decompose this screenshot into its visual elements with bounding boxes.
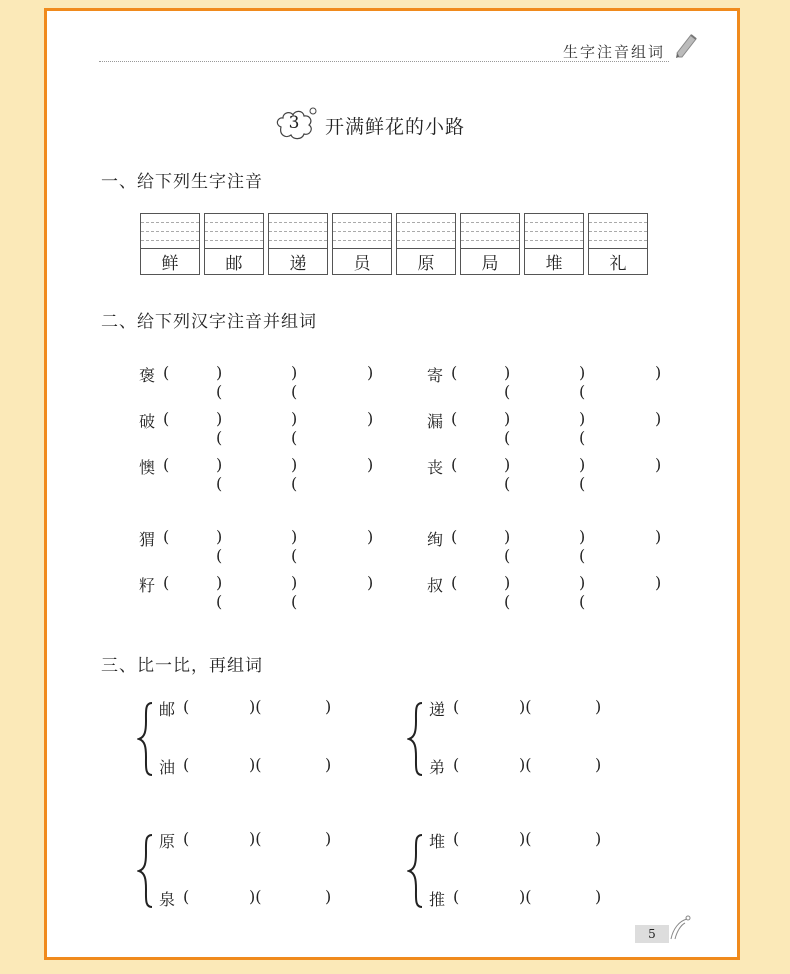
pinyin-cell[interactable]	[588, 213, 648, 275]
answer-blank-mid[interactable]: )(	[504, 363, 511, 401]
compare-character: 弟	[429, 758, 446, 777]
answer-blank-open[interactable]: (	[163, 409, 170, 428]
answer-blank-close[interactable]: )	[595, 697, 602, 716]
answer-blank-mid[interactable]: )(	[579, 363, 586, 401]
pinyin-writing-area[interactable]	[141, 214, 199, 249]
answer-blank-mid[interactable]: )(	[519, 697, 532, 716]
brace-icon	[137, 697, 155, 781]
cell-character: 鲜	[161, 254, 179, 274]
answer-blank-mid[interactable]: )(	[519, 755, 532, 774]
answer-blank-mid[interactable]: )(	[519, 829, 532, 848]
answer-blank-open[interactable]: (	[451, 455, 458, 474]
compare-character: 泉	[159, 890, 176, 909]
answer-blank-mid[interactable]: )(	[216, 363, 223, 401]
row-character: 褒	[139, 366, 156, 385]
answer-blank-mid[interactable]: )(	[579, 527, 586, 565]
answer-blank-close[interactable]: )	[595, 755, 602, 774]
header-rule	[99, 61, 669, 62]
answer-blank-mid[interactable]: )(	[291, 455, 298, 493]
answer-blank-open[interactable]: (	[163, 363, 170, 382]
swirl-icon	[669, 915, 691, 941]
cell-character: 邮	[225, 254, 243, 274]
answer-blank-open[interactable]: (	[183, 887, 190, 906]
lesson-title: 开满鲜花的小路	[325, 115, 466, 138]
answer-blank-mid[interactable]: )(	[579, 455, 586, 493]
answer-blank-close[interactable]: )	[655, 455, 662, 474]
pinyin-cell[interactable]	[268, 213, 328, 275]
row-character: 籽	[139, 576, 156, 595]
answer-blank-mid[interactable]: )(	[291, 527, 298, 565]
answer-blank-mid[interactable]: )(	[216, 409, 223, 447]
answer-blank-open[interactable]: (	[451, 363, 458, 382]
section-3-heading: 三、比一比，再组词	[101, 656, 263, 676]
cell-character: 堆	[545, 254, 563, 274]
answer-blank-open[interactable]: (	[163, 527, 170, 546]
page-number: 5	[635, 925, 669, 943]
cell-character: 递	[289, 254, 307, 274]
row-character: 破	[139, 412, 156, 431]
row-character: 猬	[139, 530, 156, 549]
answer-blank-close[interactable]: )	[325, 697, 332, 716]
answer-blank-open[interactable]: (	[453, 755, 460, 774]
answer-blank-open[interactable]: (	[183, 755, 190, 774]
compare-character: 递	[429, 700, 446, 719]
row-character: 懊	[139, 458, 156, 477]
answer-blank-open[interactable]: (	[451, 409, 458, 428]
cell-character: 原	[417, 254, 435, 274]
brace-icon	[407, 697, 425, 781]
brace-icon	[407, 829, 425, 913]
compare-character: 原	[159, 832, 176, 851]
answer-blank-open[interactable]: (	[453, 829, 460, 848]
answer-blank-open[interactable]: (	[163, 455, 170, 474]
answer-blank-close[interactable]: )	[655, 363, 662, 382]
answer-blank-open[interactable]: (	[453, 887, 460, 906]
pinyin-writing-area[interactable]	[205, 214, 263, 249]
answer-blank-close[interactable]: )	[325, 755, 332, 774]
answer-blank-open[interactable]: (	[183, 697, 190, 716]
answer-blank-open[interactable]: (	[451, 573, 458, 592]
pinyin-cell[interactable]	[332, 213, 392, 275]
answer-blank-mid[interactable]: )(	[504, 455, 511, 493]
answer-blank-mid[interactable]: )(	[504, 409, 511, 447]
compare-character: 油	[159, 758, 176, 777]
answer-blank-close[interactable]: )	[325, 887, 332, 906]
pencil-icon	[675, 33, 699, 59]
row-character: 叔	[427, 576, 444, 595]
cell-character: 礼	[609, 254, 627, 274]
pinyin-writing-area[interactable]	[397, 214, 455, 249]
answer-blank-mid[interactable]: )(	[249, 887, 262, 906]
pinyin-cell[interactable]	[460, 213, 520, 275]
row-character: 绚	[427, 530, 444, 549]
answer-blank-close[interactable]: )	[595, 887, 602, 906]
pinyin-writing-area[interactable]	[589, 214, 647, 249]
pinyin-writing-area[interactable]	[461, 214, 519, 249]
answer-blank-mid[interactable]: )(	[291, 409, 298, 447]
answer-blank-mid[interactable]: )(	[249, 755, 262, 774]
answer-blank-open[interactable]: (	[453, 697, 460, 716]
pinyin-writing-area[interactable]	[269, 214, 327, 249]
pinyin-grid	[140, 213, 648, 275]
cell-character: 员	[353, 254, 371, 274]
answer-blank-mid[interactable]: )(	[216, 527, 223, 565]
row-character: 寄	[427, 366, 444, 385]
answer-blank-close[interactable]: )	[655, 409, 662, 428]
answer-blank-close[interactable]: )	[367, 363, 374, 382]
row-character: 漏	[427, 412, 444, 431]
answer-blank-open[interactable]: (	[183, 829, 190, 848]
pinyin-writing-area[interactable]	[333, 214, 391, 249]
answer-blank-open[interactable]: (	[163, 573, 170, 592]
answer-blank-close[interactable]: )	[367, 527, 374, 546]
answer-blank-mid[interactable]: )(	[249, 697, 262, 716]
answer-blank-open[interactable]: (	[451, 527, 458, 546]
compare-character: 推	[429, 890, 446, 909]
pinyin-cell[interactable]	[204, 213, 264, 275]
lesson-number: 3	[288, 113, 300, 133]
cell-character: 局	[481, 254, 499, 274]
answer-blank-mid[interactable]: )(	[249, 829, 262, 848]
answer-blank-mid[interactable]: )(	[504, 527, 511, 565]
answer-blank-close[interactable]: )	[655, 527, 662, 546]
answer-blank-mid[interactable]: )(	[291, 363, 298, 401]
answer-blank-mid[interactable]: )(	[579, 573, 586, 611]
compare-character: 堆	[429, 832, 446, 851]
worksheet-page	[44, 8, 740, 960]
answer-blank-mid[interactable]: )(	[216, 455, 223, 493]
section-1-heading: 一、给下列生字注音	[101, 172, 263, 192]
answer-blank-close[interactable]: )	[367, 573, 374, 592]
lesson-title-block	[275, 107, 465, 143]
pinyin-cell[interactable]	[524, 213, 584, 275]
answer-blank-mid[interactable]: )(	[504, 573, 511, 611]
answer-blank-close[interactable]: )	[655, 573, 662, 592]
pinyin-cell[interactable]	[140, 213, 200, 275]
answer-blank-close[interactable]: )	[595, 829, 602, 848]
answer-blank-close[interactable]: )	[367, 455, 374, 474]
lesson-number-badge	[275, 107, 317, 143]
pinyin-writing-area[interactable]	[525, 214, 583, 249]
answer-blank-close[interactable]: )	[325, 829, 332, 848]
row-character: 丧	[427, 458, 444, 477]
pinyin-cell[interactable]	[396, 213, 456, 275]
running-head: 生字注音组词	[562, 43, 665, 61]
answer-blank-mid[interactable]: )(	[519, 887, 532, 906]
section-2-heading: 二、给下列汉字注音并组词	[101, 312, 317, 332]
answer-blank-mid[interactable]: )(	[579, 409, 586, 447]
brace-icon	[137, 829, 155, 913]
answer-blank-mid[interactable]: )(	[291, 573, 298, 611]
answer-blank-close[interactable]: )	[367, 409, 374, 428]
compare-character: 邮	[159, 700, 176, 719]
answer-blank-mid[interactable]: )(	[216, 573, 223, 611]
